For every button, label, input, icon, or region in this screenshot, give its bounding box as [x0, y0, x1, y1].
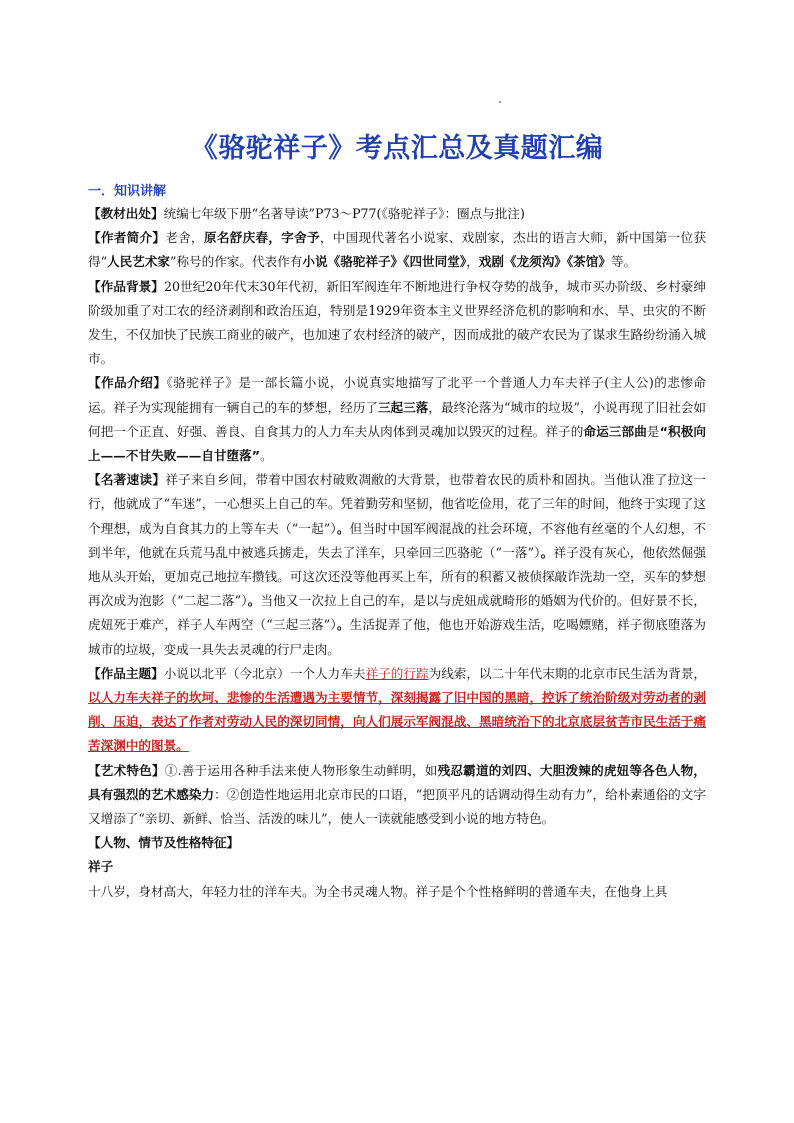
summary-text: 生活捉弄了他，他也开始游戏生活，吃喝嫖赌，祥子彻底堕落为城市的垃圾，变成一具失去灵魂的行尸走肉。 [88, 617, 707, 657]
summary-bold-text: 。 [540, 544, 554, 560]
intro-text: ，最终沦落为“城市的垃圾”，小说再现了旧社会如何把一个正直、好强、善良、自食其力的人力车夫从肉体到灵魂加以毁灭的过程。祥子的 [88, 399, 707, 439]
theme-text: 小说以北平（今北京）一个人力车夫 [163, 665, 366, 681]
source-label: 【教材出处】 [88, 206, 164, 221]
page-mark [499, 101, 501, 103]
author-bold-text: 戏剧《龙须沟》《茶馆》 [478, 254, 611, 270]
art-paragraph [88, 759, 706, 832]
author-text: ”称号的作家。代表作有 [170, 254, 303, 270]
intro-text: 《骆驼祥子》是一部长篇小说，小说真实地描写了北平一个普通人力车夫祥子(主人公)的悲惨命运。祥子为实现能拥有一辆自己的车的梦想，经历了 [88, 375, 707, 415]
character-description [88, 880, 706, 904]
author-text: 等。 [610, 254, 637, 270]
document-title: 《骆驼祥子》考点汇总及真题汇编 [190, 133, 604, 164]
art-text: ：②创造性地运用北京市民的口语，“把顶平凡的话调动得生动有力”，给朴素通俗的文字又增添了“亲切、新鲜、恰当、活泼的味儿”，使人一读就能感受到小说的地方特色。 [88, 786, 706, 827]
source-paragraph [88, 202, 706, 226]
background-text: 20世纪20年代末30年代初，新旧军阀连年不断地进行争权夺势的战争，城市买办阶级、乡村豪绅阶级加重了对工农的经济剥削和政治压迫，特别是1929年资本主义世界经济危机的影响和水、旱、虫灾的不断发生，不仅加快了民族工商业的破产，也加速了农村经济的破产，因而成批的破产农民为了谋求生路纷纷涌入城市。 [88, 278, 707, 367]
intro-bold-text: 命运三部曲 [583, 423, 647, 439]
intro-bold-text: 三起三落 [377, 399, 429, 415]
document-body [88, 202, 706, 904]
intro-bold-text: “积极向上——不甘失败——自甘堕落” [88, 423, 707, 464]
summary-text: 当他又一次拉上自己的车，是以与虎妞成就畸形的婚姻为代价的。但好景不长，虎妞死于难产，祥子人车两空（“三起三落”） [88, 593, 707, 633]
author-text: 老舍， [165, 230, 204, 246]
character-name-text: 祥子 [88, 859, 114, 875]
intro-text: 是 [646, 423, 660, 439]
theme-label: 【作品主题】 [88, 665, 164, 681]
section-heading: 一．知识讲解 [88, 184, 167, 199]
author-label: 【作者简介】 [88, 230, 166, 246]
summary-bold-text: 。 [247, 593, 261, 609]
background-paragraph [88, 275, 706, 372]
art-text: ①.善于运用各种手法来使人物形象生动鲜明，如 [164, 762, 438, 778]
art-label: 【艺术特色】 [88, 762, 165, 778]
theme-paragraph [88, 662, 706, 759]
characters-heading [88, 831, 706, 855]
character-name [88, 855, 706, 879]
summary-text: 祥子来自乡间，带着中国农村破败凋敝的大背景，也带着农民的质朴和固执。当他认准了拉这一行，他就成了“车迷”，一心想买上自己的车。凭着勤劳和坚韧，他省吃俭用，花了三年的时间，他终于实现了这个理想，成为自食其力的上等车夫（“一起”） [88, 472, 707, 536]
author-text: ，中国现代著名小说家、戏剧家，杰出的语言大师，新中国第一位获得“ [88, 230, 707, 270]
theme-highlight: 祥子的行踪 [365, 665, 429, 681]
author-paragraph [88, 226, 706, 274]
summary-bold-text: 。 [336, 617, 350, 633]
source-text: 统编七年级下册“名著导读”P73～P77(《骆驼祥子》：圈点与批注) [163, 206, 525, 221]
author-bold-text: 人民艺术家 [107, 254, 171, 270]
intro-text: 。 [260, 448, 273, 464]
author-text: ， [466, 254, 479, 270]
summary-label: 【名著速读】 [88, 472, 166, 488]
background-label: 【作品背景】 [88, 278, 164, 294]
art-bold-text: 残忍霸道的刘四、大胆泼辣的虎妞等各色人物，具有强烈的艺术感染力 [88, 762, 706, 802]
character-description-text: 十八岁，身材高大，年轻力壮的洋车夫。为全书灵魂人物。祥子是个个性格鲜明的普通车夫，在他身上具 [88, 883, 668, 899]
summary-text: 祥子没有灰心，他依然倔强地从头开始，更加克己地拉车攒钱。可这次还没等他再买上车，所有的积蓄又被侦探敲诈洗劫一空，买车的梦想再次成为泡影（“二起二落”） [88, 544, 707, 609]
summary-bold-text: 。 [336, 520, 350, 536]
theme-highlight: 以人力车夫祥子的坎坷、悲惨的生活遭遇为主要情节，深刻揭露了旧中国的黑暗，控诉了统治阶级对劳动者的剥削、压迫，表达了作者对劳动人民的深切同情，向人们展示军阀混战、黑暗统治下的北京底层贫苦市民生活于痛苦深渊中的图景。 [88, 690, 706, 754]
summary-paragraph [88, 468, 706, 662]
author-bold-text: 小说《骆驼祥子》《四世同堂》 [302, 254, 467, 270]
characters-label: 【人物、情节及性格特征】 [88, 835, 240, 851]
summary-text: 但当时中国军阀混战的社会环境，不容他有丝毫的个人幻想，不到半年，他就在兵荒马乱中被逃兵掳走，失去了洋车，只牵回三匹骆驼（“一落”） [88, 520, 707, 560]
intro-label: 【作品介绍】 [88, 375, 167, 391]
theme-text: 为线索，以二十年代末期的北京市民生活为背景， [428, 665, 707, 681]
intro-paragraph [88, 371, 706, 468]
author-bold-text: 原名舒庆春，字舍予 [203, 230, 320, 246]
